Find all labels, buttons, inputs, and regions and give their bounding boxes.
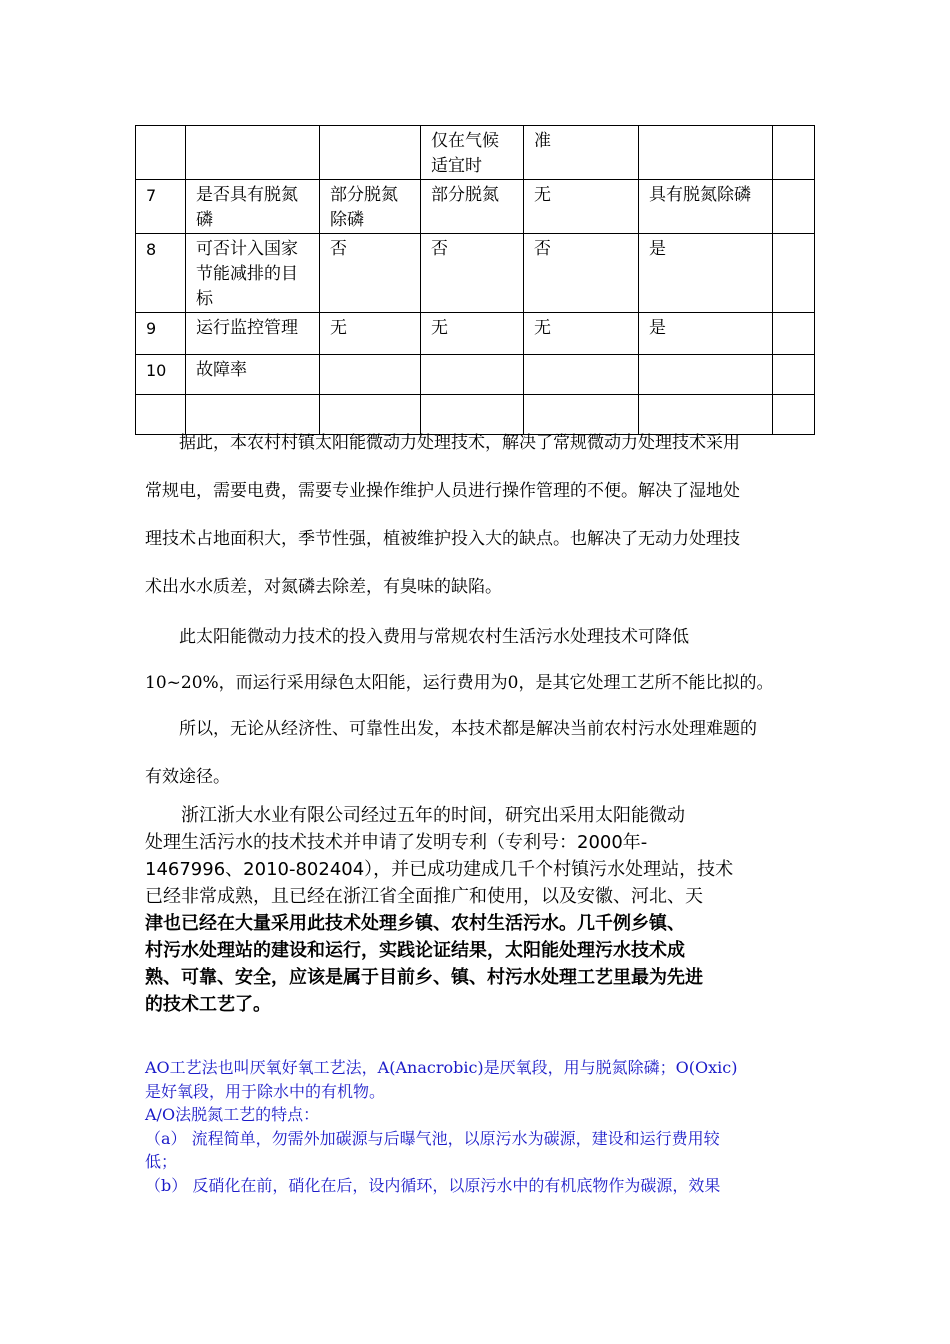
text-line: 此太阳能微动力技术的投入费用与常规农村生活污水处理技术可降低 xyxy=(179,627,689,647)
text-line: 有效途径。 xyxy=(145,767,230,787)
table-cell xyxy=(186,126,320,180)
table-cell: 否 xyxy=(421,234,524,313)
text-line: 村污水处理站的建设和运行，实践论证结果，太阳能处理污水技术成 xyxy=(145,940,685,961)
text-line: 10~20%，而运行采用绿色太阳能，运行费用为0，是其它处理工艺所不能比拟的。 xyxy=(145,673,774,693)
table-cell: 无 xyxy=(320,313,421,355)
text-line: 的技术工艺了。 xyxy=(145,994,271,1015)
table-row xyxy=(136,234,815,313)
table-cell xyxy=(639,355,773,395)
text-line: 1467996、2010-802404），并已成功建成几千个村镇污水处理站，技术 xyxy=(145,859,734,880)
table-cell: 无 xyxy=(421,313,524,355)
table-cell: 无 xyxy=(524,313,639,355)
table-cell xyxy=(773,180,815,234)
table-cell: 具有脱氮除磷 xyxy=(639,180,773,234)
table-row xyxy=(136,126,815,180)
table-cell: 10 xyxy=(136,355,186,395)
text-line: 术出水水质差，对氮磷去除差，有臭味的缺陷。 xyxy=(145,577,502,597)
text-line: AO工艺法也叫厌氧好氧工艺法，A(Anacrobic)是厌氧段，用与脱氮除磷；O(Oxic) xyxy=(145,1058,738,1077)
table-cell xyxy=(320,355,421,395)
table-cell xyxy=(773,313,815,355)
table-cell: 可否计入国家节能减排的目标 xyxy=(186,234,320,313)
table-cell xyxy=(524,355,639,395)
text-line: 已经非常成熟，且已经在浙江省全面推广和使用，以及安徽、河北、天 xyxy=(145,886,703,907)
table-cell: 8 xyxy=(136,234,186,313)
table-cell: 是否具有脱氮磷 xyxy=(186,180,320,234)
table-cell: 故障率 xyxy=(186,355,320,395)
table-cell: 仅在气候适宜时 xyxy=(421,126,524,180)
table-cell: 是 xyxy=(639,234,773,313)
text-line: （a） 流程简单，勿需外加碳源与后曝气池，以原污水为碳源，建设和运行费用较 xyxy=(145,1128,720,1148)
table-cell: 否 xyxy=(320,234,421,313)
text-line: 常规电，需要电费，需要专业操作维护人员进行操作管理的不便。解决了湿地处 xyxy=(145,481,740,501)
table-cell: 否 xyxy=(524,234,639,313)
text-line: 熟、可靠、安全，应该是属于目前乡、镇、村污水处理工艺里最为先进 xyxy=(145,967,703,988)
table-cell: 9 xyxy=(136,313,186,355)
table-cell xyxy=(639,126,773,180)
text-line: 据此，本农村村镇太阳能微动力处理技术，解决了常规微动力处理技术采用 xyxy=(179,433,740,453)
text-line: 是好氧段，用于除水中的有机物。 xyxy=(145,1081,386,1101)
text-line: 津也已经在大量采用此技术处理乡镇、农村生活污水。几千例乡镇、 xyxy=(145,913,685,934)
table-cell: 部分脱氮除磷 xyxy=(320,180,421,234)
text-line: （b） 反硝化在前，硝化在后，设内循环，以原污水中的有机底物作为碳源，效果 xyxy=(145,1175,721,1195)
table-cell: 部分脱氮 xyxy=(421,180,524,234)
text-line: 处理生活污水的技术技术并申请了发明专利（专利号：2000年- xyxy=(145,832,648,853)
text-line: 低； xyxy=(145,1152,178,1171)
table-cell xyxy=(421,355,524,395)
table-cell xyxy=(773,234,815,313)
table-row xyxy=(136,355,815,395)
text-line: 理技术占地面积大，季节性强，植被维护投入大的缺点。也解决了无动力处理技 xyxy=(145,529,740,549)
text-line: 所以，无论从经济性、可靠性出发，本技术都是解决当前农村污水处理难题的 xyxy=(179,719,757,739)
table-cell xyxy=(136,395,186,435)
text-line: A/O法脱氮工艺的特点： xyxy=(145,1105,320,1124)
table-cell xyxy=(773,355,815,395)
table-cell xyxy=(773,126,815,180)
table-cell: 7 xyxy=(136,180,186,234)
table-cell xyxy=(320,126,421,180)
table-cell: 运行监控管理 xyxy=(186,313,320,355)
table-row xyxy=(136,313,815,355)
table-cell: 无 xyxy=(524,180,639,234)
company-paragraph xyxy=(145,802,815,1018)
table-cell: 是 xyxy=(639,313,773,355)
table-cell xyxy=(136,126,186,180)
table-cell: 准 xyxy=(524,126,639,180)
ao-process-section xyxy=(145,1056,815,1197)
table-cell xyxy=(773,395,815,435)
table-row xyxy=(136,180,815,234)
comparison-table xyxy=(135,125,815,435)
text-line: 浙江浙大水业有限公司经过五年的时间，研究出采用太阳能微动 xyxy=(181,805,685,826)
